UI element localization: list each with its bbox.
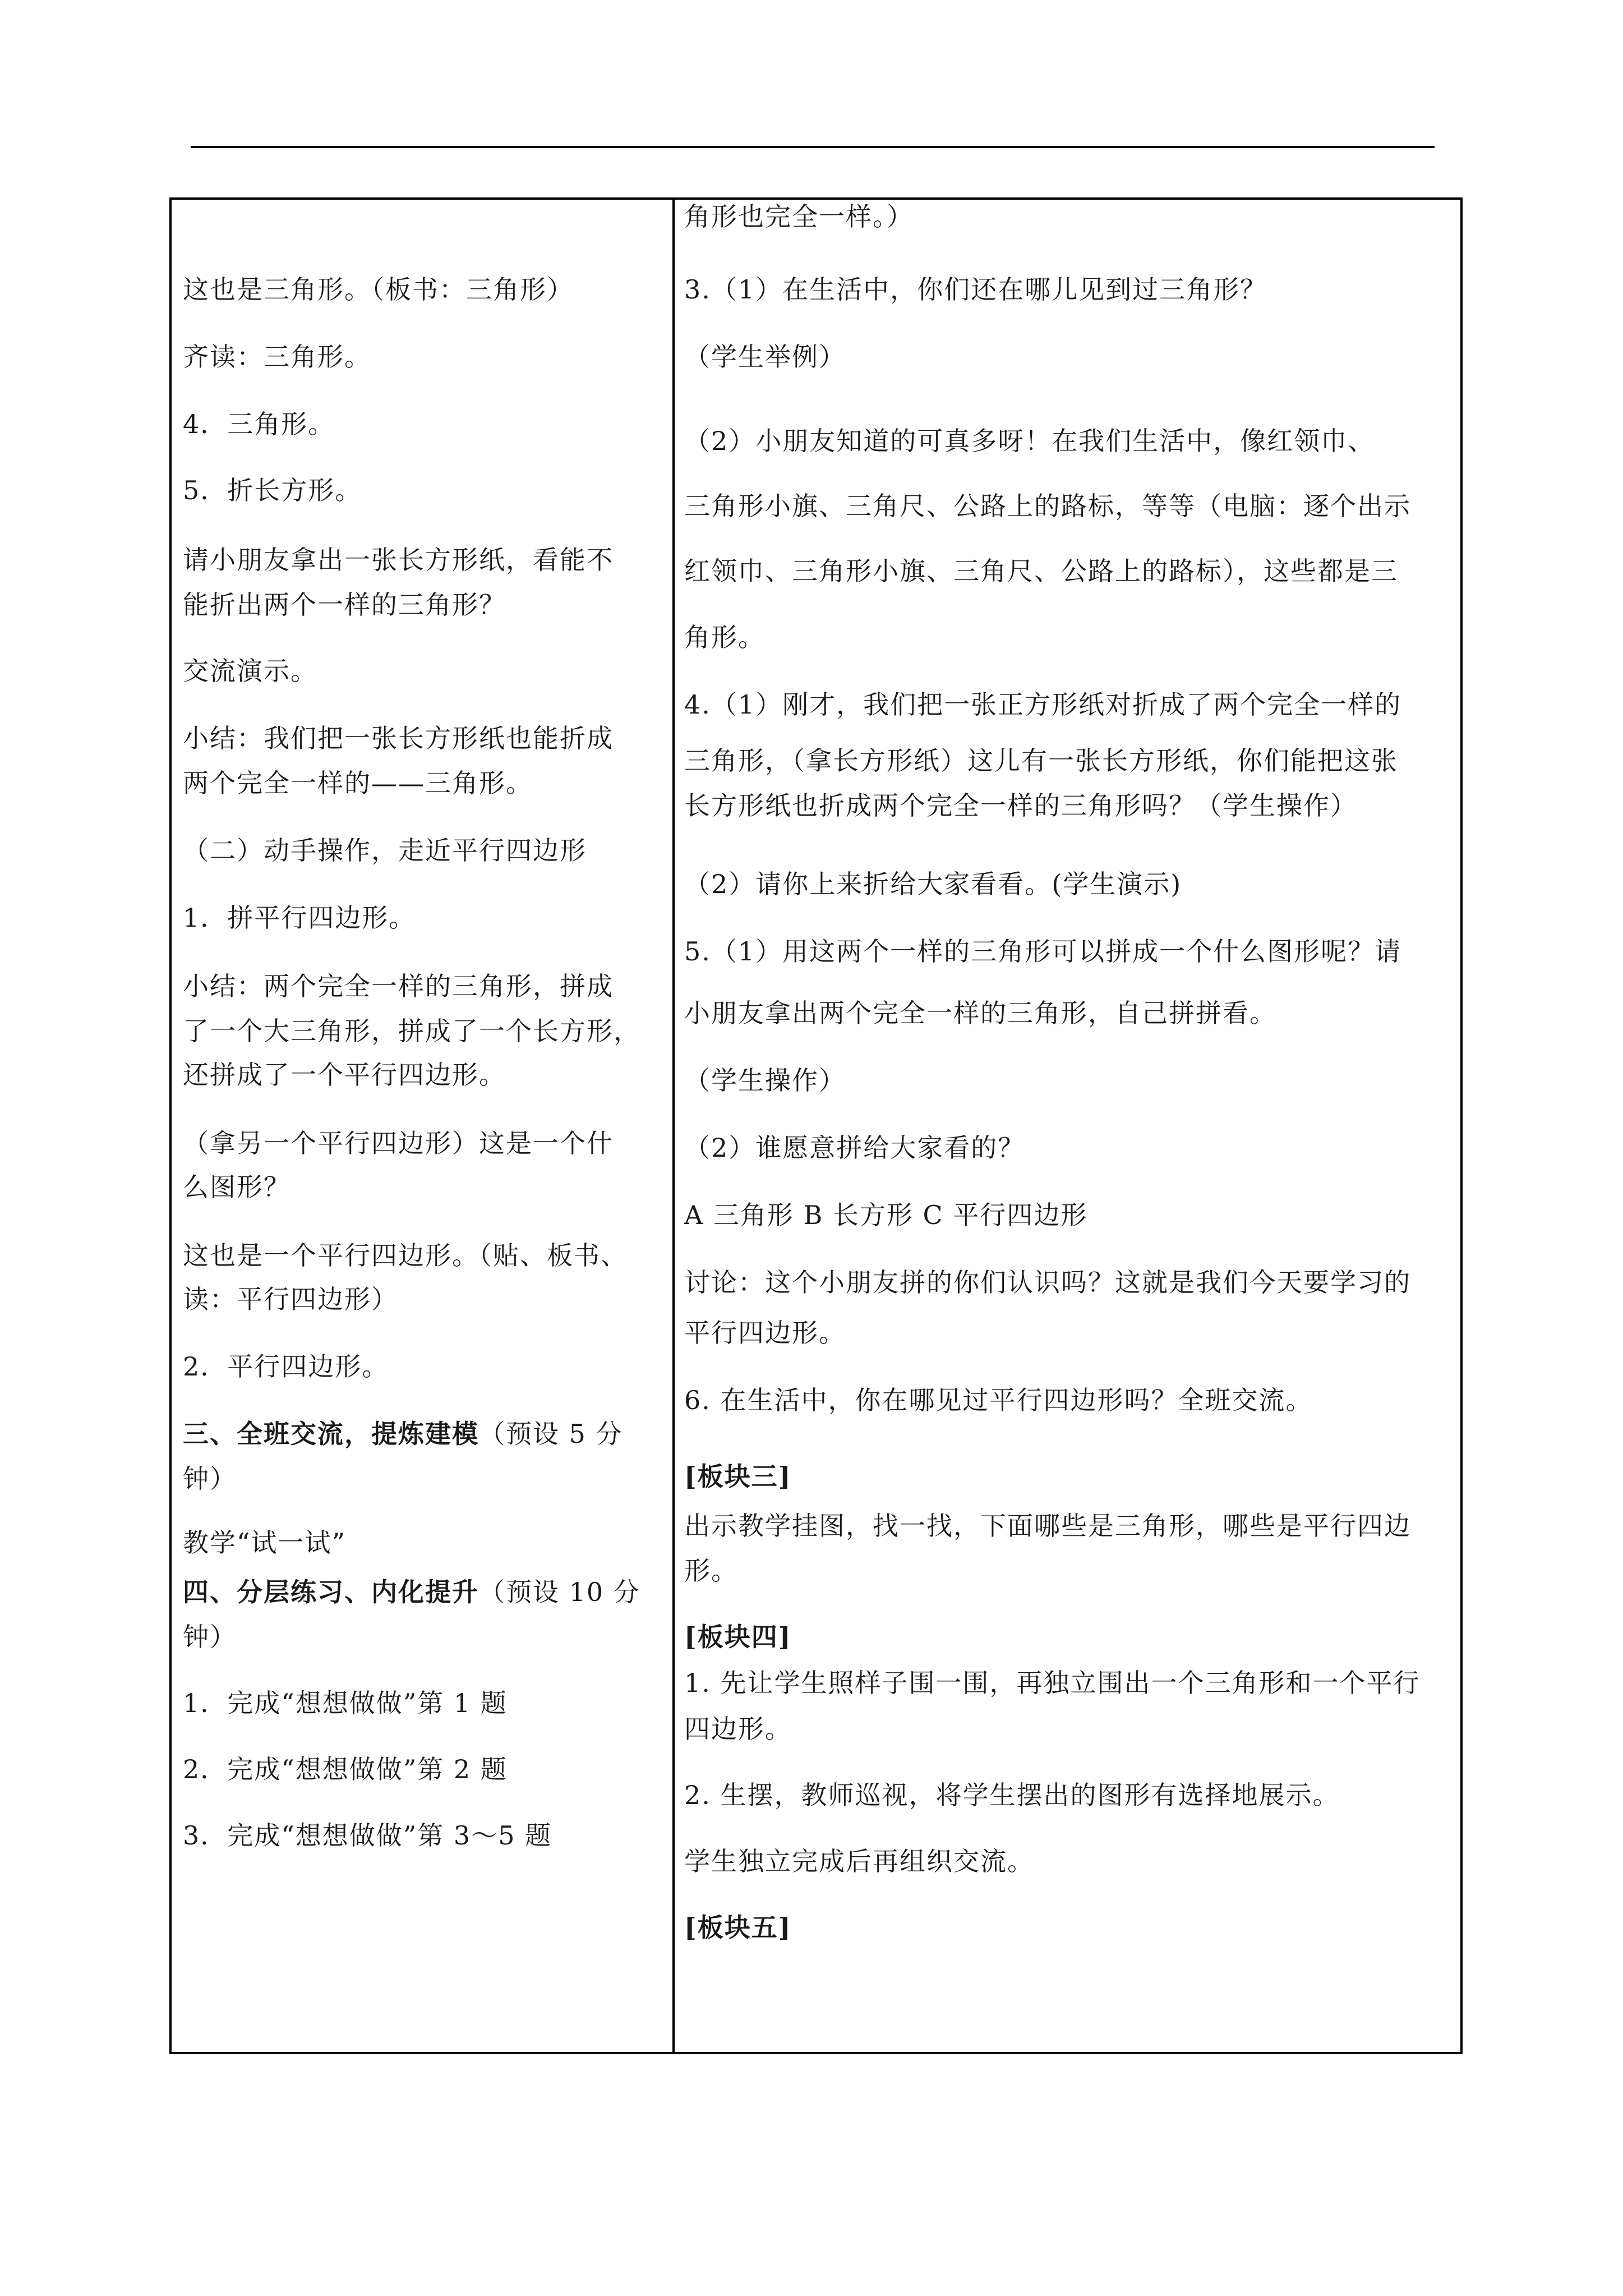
- right-line: （学生举例）: [684, 342, 846, 372]
- left-line: 小结：两个完全一样的三角形，拼成: [183, 971, 614, 1001]
- right-line: 角形。: [684, 622, 765, 652]
- left-line: 3．完成“想想做做”第 3～5 题: [183, 1820, 552, 1851]
- right-line: （2）谁愿意拼给大家看的？: [684, 1133, 1025, 1163]
- left-line: 5．折长方形。: [183, 475, 362, 505]
- right-line: 讨论：这个小朋友拼的你们认识吗？这就是我们今天要学习的: [684, 1267, 1411, 1297]
- left-line: 交流演示。: [183, 656, 317, 686]
- section-label: [板块五]: [684, 1912, 792, 1943]
- right-line: 出示教学挂图，找一找，下面哪些是三角形，哪些是平行四边: [684, 1511, 1411, 1541]
- right-line: 红领巾、三角形小旗、三角尺、公路上的路标），这些都是三: [684, 556, 1398, 586]
- right-line: 4.（1）刚才，我们把一张正方形纸对折成了两个完全一样的: [684, 689, 1402, 720]
- left-line: 1．完成“想想做做”第 1 题: [183, 1688, 508, 1718]
- left-line: 2．平行四边形。: [183, 1351, 389, 1382]
- right-line: 角形也完全一样。）: [684, 201, 914, 232]
- right-line: 2. 生摆，教师巡视，将学生摆出的图形有选择地展示。: [684, 1780, 1340, 1810]
- section-label: [板块三]: [684, 1461, 792, 1492]
- left-line: 能折出两个一样的三角形？: [183, 590, 506, 620]
- right-line: 小朋友拿出两个完全一样的三角形，自己拼拼看。: [684, 998, 1276, 1028]
- section-heading-4: [183, 1575, 640, 1609]
- left-line: 了一个大三角形，拼成了一个长方形，: [183, 1016, 640, 1046]
- left-line: （拿另一个平行四边形）这是一个什: [183, 1128, 614, 1158]
- section-heading-note: （预设 10 分: [479, 1577, 640, 1607]
- left-line: 1．拼平行四边形。: [183, 903, 416, 933]
- left-line: 么图形？: [183, 1172, 291, 1202]
- section-heading-bold: 三、全班交流，提炼建模: [183, 1419, 479, 1449]
- right-line: 5.（1）用这两个一样的三角形可以拼成一个什么图形呢？请: [684, 936, 1402, 967]
- left-column: [183, 200, 665, 2052]
- right-line: （2）小朋友知道的可真多呀！在我们生活中，像红领巾、: [684, 426, 1375, 456]
- right-line: 形。: [684, 1556, 738, 1586]
- right-line: （学生操作）: [684, 1065, 846, 1096]
- left-line: 教学“试一试”: [183, 1527, 347, 1558]
- right-line: 3.（1）在生活中，你们还在哪儿见到过三角形？: [684, 274, 1267, 305]
- left-line: 小结：我们把一张长方形纸也能折成: [183, 723, 614, 753]
- left-line: 请小朋友拿出一张长方形纸，看能不: [183, 545, 614, 575]
- left-line: 4．三角形。: [183, 409, 335, 439]
- section-heading-note: （预设 5 分: [479, 1419, 623, 1449]
- right-line: （2）请你上来折给大家看看。(学生演示): [684, 869, 1182, 899]
- right-line: 6. 在生活中，你在哪见过平行四边形吗？全班交流。: [684, 1385, 1313, 1415]
- left-line: 这也是三角形。（板书：三角形）: [183, 274, 574, 305]
- left-line: 读：平行四边形）: [183, 1284, 398, 1314]
- right-line: 1. 先让学生照样子围一围，再独立围出一个三角形和一个平行: [684, 1668, 1421, 1698]
- section-label: [板块四]: [684, 1622, 792, 1652]
- header-rule: [191, 146, 1435, 148]
- right-line: A 三角形 B 长方形 C 平行四边形: [684, 1200, 1088, 1230]
- right-line: 四边形。: [684, 1714, 792, 1744]
- right-line: 平行四边形。: [684, 1318, 846, 1348]
- section-heading-3: [183, 1417, 623, 1451]
- right-line: 三角形，（拿长方形纸）这儿有一张长方形纸，你们能把这张: [684, 746, 1398, 776]
- right-line: 学生独立完成后再组织交流。: [684, 1846, 1034, 1876]
- left-line: （二）动手操作，走近平行四边形: [183, 835, 587, 866]
- left-line: 钟）: [183, 1464, 237, 1494]
- right-line: 三角形小旗、三角尺、公路上的路标，等等（电脑：逐个出示: [684, 491, 1411, 521]
- left-line: 2．完成“想想做做”第 2 题: [183, 1754, 508, 1784]
- left-line: 两个完全一样的——三角形。: [183, 768, 533, 798]
- left-line: 还拼成了一个平行四边形。: [183, 1060, 506, 1090]
- column-divider: [672, 200, 675, 2052]
- left-line: 齐读：三角形。: [183, 342, 371, 372]
- left-line: 这也是一个平行四边形。（贴、板书、: [183, 1240, 628, 1271]
- section-heading-bold: 四、分层练习、内化提升: [183, 1577, 479, 1607]
- lesson-table: [169, 197, 1463, 2054]
- right-line: 长方形纸也折成两个完全一样的三角形吗？（学生操作）: [684, 790, 1357, 821]
- right-column: [684, 200, 1457, 2052]
- left-line: 钟）: [183, 1622, 237, 1652]
